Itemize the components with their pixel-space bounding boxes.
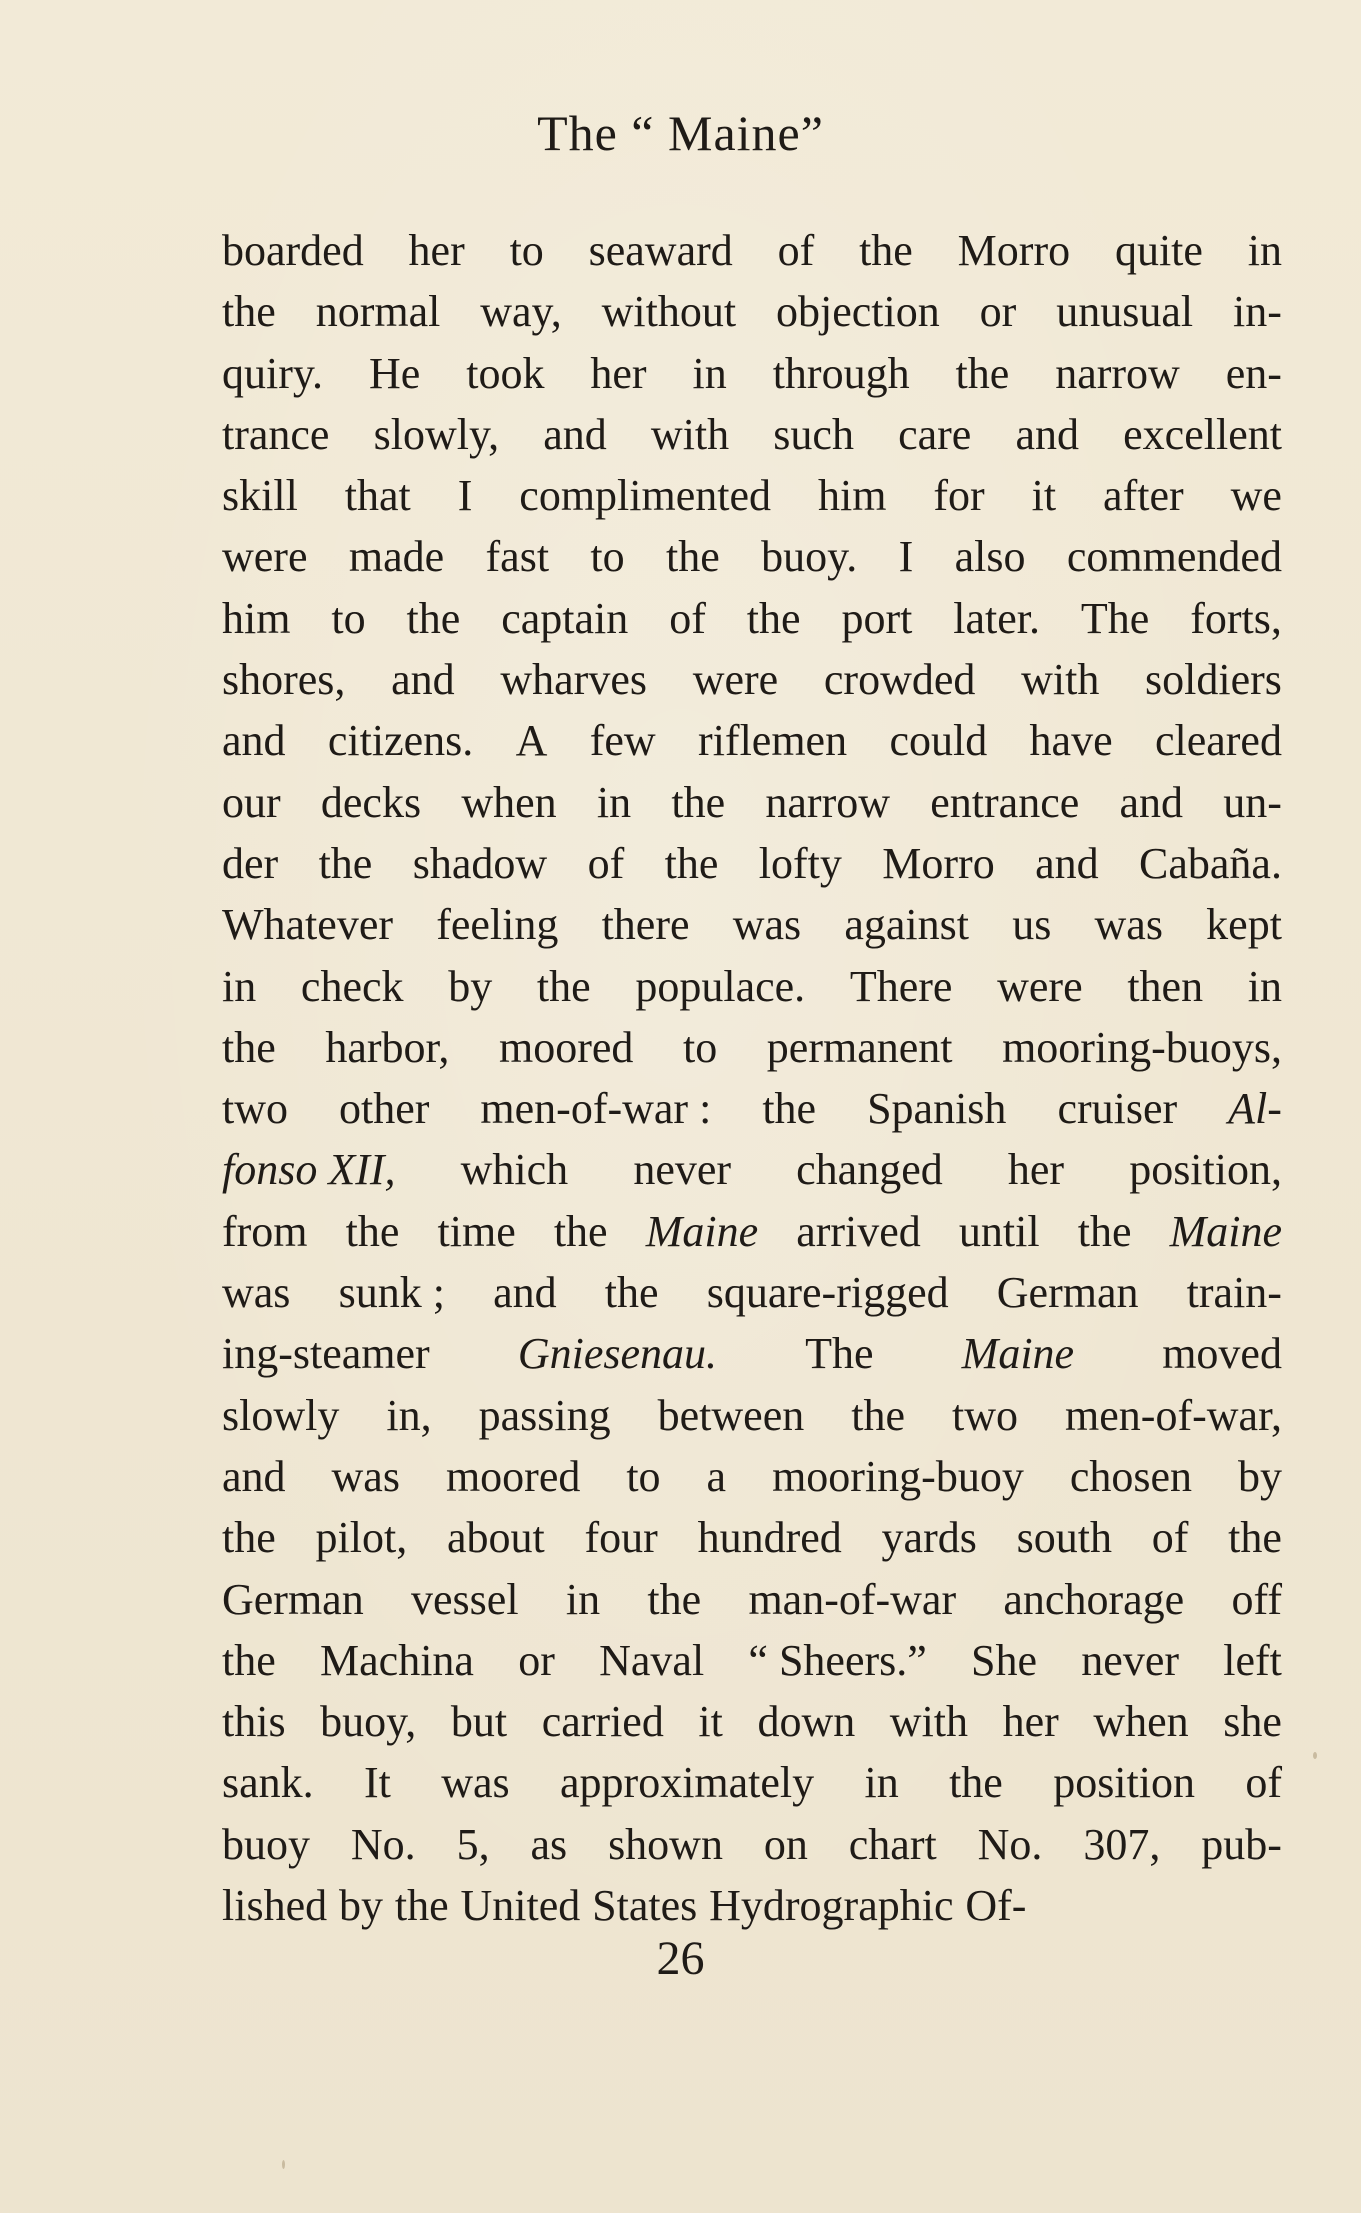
word: citizens. (327, 716, 474, 766)
word: to (331, 593, 366, 643)
text-line (222, 1691, 1282, 1752)
word: quiry. (222, 348, 324, 398)
text-line (222, 649, 1282, 710)
word: him (222, 593, 291, 643)
word: moored (445, 1451, 581, 1501)
word: were (997, 961, 1083, 1011)
word: the (318, 838, 373, 888)
word: could (889, 716, 988, 766)
word: Of- (965, 1881, 1027, 1931)
word: in (565, 1574, 601, 1624)
word: to (626, 1451, 661, 1501)
word: shadow (412, 838, 548, 888)
word: the (664, 838, 719, 888)
word: to (682, 1022, 718, 1072)
word: in, (386, 1390, 432, 1440)
word: the (1228, 1513, 1282, 1563)
word: care (898, 409, 972, 459)
word: later. (953, 593, 1040, 643)
text-line (222, 1446, 1282, 1507)
word: fast (485, 532, 550, 582)
word: harbor, (325, 1022, 450, 1072)
word: four (584, 1513, 658, 1563)
word: Maine (961, 1329, 1075, 1379)
word: He (368, 348, 421, 398)
word: was (1094, 900, 1163, 950)
word: there (601, 900, 690, 950)
text-line (222, 1752, 1282, 1813)
word: lofty (758, 838, 842, 888)
text-line (222, 220, 1282, 281)
word: Maine (1169, 1206, 1282, 1256)
word: which (460, 1145, 569, 1195)
text-line (222, 1814, 1282, 1875)
word: Morro (882, 838, 995, 888)
word: in (692, 348, 727, 398)
word: No. (350, 1819, 416, 1869)
word: the (222, 1635, 276, 1685)
text-line (222, 956, 1282, 1017)
text-line (222, 1139, 1282, 1200)
word: south (1016, 1513, 1112, 1563)
word: by (338, 1881, 383, 1931)
word: against (844, 900, 969, 950)
word: our (222, 777, 281, 827)
word: men-of-war, (1065, 1390, 1282, 1440)
word: commended (1066, 532, 1282, 582)
text-line (222, 281, 1282, 342)
page-number: 26 (656, 1932, 705, 1985)
word: as (530, 1819, 568, 1869)
word: mooring-buoy (772, 1451, 1024, 1501)
word: passing (478, 1390, 611, 1440)
word: pub- (1201, 1819, 1282, 1869)
word: the (406, 593, 461, 643)
text-line (222, 1875, 1282, 1936)
word: her (590, 348, 647, 398)
word: der (222, 838, 279, 888)
text-line (222, 894, 1282, 955)
word: quite (1114, 226, 1203, 275)
word: complimented (519, 471, 772, 521)
word: position, (1129, 1145, 1282, 1195)
word: by (1237, 1451, 1282, 1501)
word: took (466, 348, 545, 398)
word: to (590, 532, 625, 582)
word: port (841, 593, 913, 643)
paper-speck (282, 2160, 285, 2169)
word: the (394, 1881, 449, 1931)
word: sunk ; (338, 1268, 445, 1318)
word: and (222, 716, 286, 766)
word: buoy, (320, 1697, 417, 1747)
text-line (222, 1017, 1282, 1078)
word: buoy (222, 1819, 310, 1869)
word: Naval (599, 1635, 705, 1685)
word: boarded (222, 226, 364, 275)
text-line (222, 710, 1282, 771)
word: trance (222, 409, 330, 459)
word: 307, (1083, 1819, 1161, 1869)
text-line (222, 1507, 1282, 1568)
text-line (222, 404, 1282, 465)
word: the (604, 1268, 659, 1318)
word: a (706, 1451, 727, 1501)
word: “ Sheers.” (748, 1635, 927, 1685)
word: check (300, 961, 404, 1011)
word: Hydrographic (709, 1881, 954, 1931)
word: in (1247, 961, 1282, 1011)
word: Whatever (222, 900, 393, 950)
word: down (757, 1697, 856, 1747)
word: en- (1225, 348, 1282, 398)
word: shown (608, 1819, 723, 1869)
text-line (222, 1323, 1282, 1384)
text-line (222, 833, 1282, 894)
word: until (958, 1206, 1040, 1256)
word: men-of-war : (480, 1084, 712, 1134)
word: and (543, 409, 607, 459)
word: never (1081, 1635, 1180, 1685)
word: There (849, 961, 953, 1011)
word: to (509, 226, 544, 275)
word: by (448, 961, 493, 1011)
word: through (772, 348, 910, 398)
word: sank. (222, 1758, 314, 1808)
word: but (450, 1697, 508, 1747)
word: such (773, 409, 854, 459)
text-line (222, 1201, 1282, 1262)
word: wharves (500, 655, 647, 705)
word: between (657, 1390, 805, 1440)
text-line (222, 1262, 1282, 1323)
word: the (746, 593, 801, 643)
word: on (763, 1819, 808, 1869)
word: the (955, 348, 1010, 398)
word: were (222, 532, 308, 582)
word: skill (222, 471, 298, 521)
body-text (222, 220, 1282, 1936)
word: we (1230, 471, 1282, 521)
word: left (1223, 1635, 1282, 1685)
word: A (515, 716, 548, 766)
text-line (222, 465, 1282, 526)
word: and (493, 1268, 557, 1318)
word: her (1007, 1145, 1065, 1195)
word: or (518, 1635, 555, 1685)
word: chosen (1069, 1451, 1192, 1501)
word: Al- (1228, 1084, 1282, 1134)
word: decks (320, 777, 422, 827)
word: square-rigged (706, 1268, 949, 1318)
text-line (222, 1569, 1282, 1630)
text-line (222, 588, 1282, 649)
word: the (345, 1206, 400, 1256)
word: in- (1233, 287, 1282, 337)
word: normal (315, 287, 441, 337)
word: permanent (766, 1022, 953, 1072)
word: the (851, 1390, 906, 1440)
word: was (732, 900, 802, 950)
word: approximately (560, 1758, 815, 1808)
word: The (1080, 593, 1150, 643)
word: man-of-war (748, 1574, 957, 1624)
word: when (1093, 1697, 1189, 1747)
word: the (222, 287, 276, 337)
word: narrow (765, 777, 891, 827)
word: and (391, 655, 455, 705)
word: was (331, 1451, 400, 1501)
word: excellent (1123, 409, 1282, 459)
word: carried (541, 1697, 664, 1747)
word: United (460, 1881, 581, 1931)
word: then (1127, 961, 1204, 1011)
word: chart (848, 1819, 937, 1869)
word: was (441, 1758, 510, 1808)
word: Gniesenau. (517, 1329, 718, 1379)
word: cruiser (1057, 1084, 1178, 1134)
word: slowly (222, 1390, 340, 1440)
word: she (1223, 1697, 1282, 1747)
word: buoy. (761, 532, 858, 582)
word: of (1151, 1513, 1189, 1563)
word: the (222, 1022, 276, 1072)
word: moved (1162, 1329, 1282, 1379)
word: the (553, 1206, 608, 1256)
word: and (1015, 409, 1080, 459)
word: anchorage (1003, 1574, 1185, 1624)
word: entrance (930, 777, 1080, 827)
word: mooring-buoys, (1002, 1022, 1282, 1072)
word: unusual (1056, 287, 1194, 337)
word: It (364, 1758, 391, 1808)
word: the (647, 1574, 702, 1624)
word: off (1231, 1574, 1282, 1624)
word: I (457, 471, 473, 521)
word: arrived (796, 1206, 921, 1256)
word: German (222, 1574, 364, 1624)
word: have (1029, 716, 1113, 766)
word: him (817, 471, 887, 521)
running-head: The “ Maine” (537, 105, 824, 161)
word: and (1035, 838, 1099, 888)
word: with (1021, 655, 1100, 705)
word: the (536, 961, 591, 1011)
word: and (222, 1451, 286, 1501)
word: train- (1186, 1268, 1282, 1318)
word: or (979, 287, 1017, 337)
word: in (596, 777, 632, 827)
word: I (898, 532, 914, 582)
word: kept (1206, 900, 1282, 950)
word: Maine (645, 1206, 759, 1256)
paper-speck (1313, 1752, 1317, 1759)
word: with (650, 409, 730, 459)
word: in (864, 1758, 899, 1808)
word: crowded (823, 655, 976, 705)
word: She (971, 1635, 1038, 1685)
word: of (587, 838, 625, 888)
word: yards (881, 1513, 977, 1563)
word: of (777, 226, 815, 275)
word: States (592, 1881, 698, 1931)
text-line (222, 343, 1282, 404)
word: Morro (957, 226, 1071, 275)
word: changed (796, 1145, 943, 1195)
word: other (339, 1084, 430, 1134)
word: the (1077, 1206, 1132, 1256)
word: made (348, 532, 445, 582)
word: her (1002, 1697, 1059, 1747)
word: 5, (456, 1819, 490, 1869)
word: the (671, 777, 726, 827)
word: also (954, 532, 1026, 582)
word: seaward (588, 226, 733, 275)
word: German (996, 1268, 1139, 1318)
word: ing-steamer (222, 1329, 430, 1379)
word: moored (499, 1022, 634, 1072)
word: with (889, 1697, 969, 1747)
word: shores, (222, 655, 346, 705)
word: riflemen (698, 716, 848, 766)
word: were (692, 655, 779, 705)
word: never (633, 1145, 732, 1195)
word: forts, (1190, 593, 1282, 643)
word: few (589, 716, 656, 766)
word: was (222, 1268, 291, 1318)
word: soldiers (1145, 655, 1282, 705)
text-line (222, 1078, 1282, 1139)
word: Cabaña. (1139, 838, 1282, 888)
word: vessel (411, 1574, 519, 1624)
text-line (222, 526, 1282, 587)
word: No. (977, 1819, 1043, 1869)
word: two (952, 1390, 1019, 1440)
word: her (408, 226, 465, 275)
word: about (446, 1513, 545, 1563)
word: us (1012, 900, 1052, 950)
word: when (461, 777, 557, 827)
word: this (222, 1697, 286, 1747)
word: the (222, 1513, 276, 1563)
word: the (762, 1084, 817, 1134)
text-line (222, 772, 1282, 833)
word: the (949, 1758, 1003, 1808)
word: populace. (635, 961, 806, 1011)
word: un- (1223, 777, 1282, 827)
word: slowly, (373, 409, 500, 459)
word: it (698, 1697, 723, 1747)
word: from (222, 1206, 308, 1256)
word: Machina (320, 1635, 474, 1685)
word: way, (480, 287, 562, 337)
text-line (222, 1385, 1282, 1446)
word: lished (222, 1881, 328, 1931)
word: of (1245, 1758, 1282, 1808)
word: and (1119, 777, 1184, 827)
word: after (1103, 471, 1184, 521)
word: objection (776, 287, 940, 337)
text-line (222, 1630, 1282, 1691)
word: time (437, 1206, 516, 1256)
word: narrow (1055, 348, 1180, 398)
word: captain (501, 593, 629, 643)
word: it (1031, 471, 1057, 521)
word: two (222, 1084, 288, 1134)
word: the (859, 226, 913, 275)
word: feeling (436, 900, 559, 950)
word: pilot, (315, 1513, 408, 1563)
word: in (1247, 226, 1282, 275)
word: in (222, 961, 257, 1011)
word: the (666, 532, 720, 582)
word: of (669, 593, 706, 643)
word: hundred (697, 1513, 842, 1563)
word: position (1053, 1758, 1195, 1808)
word: fonso XII, (222, 1145, 396, 1195)
word: The (805, 1329, 874, 1379)
word: Spanish (867, 1084, 1007, 1134)
word: without (601, 287, 737, 337)
word: for (933, 471, 985, 521)
word: cleared (1154, 716, 1282, 766)
word: that (344, 471, 411, 521)
